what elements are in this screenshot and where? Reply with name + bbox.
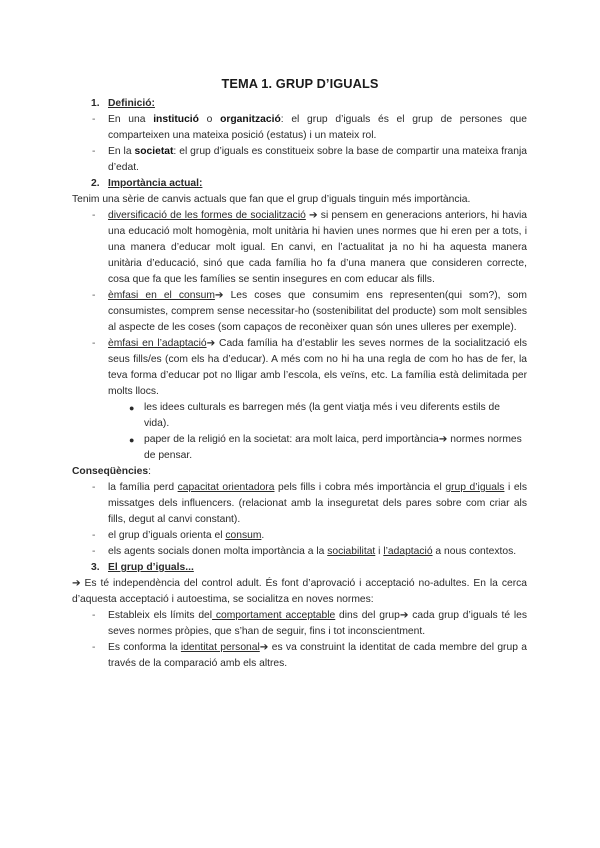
dash-marker: -	[92, 146, 96, 157]
list-item: - èmfasi en el consum➔ Les coses que consumim ens representen(qui som?), som consumistes, comprem sense necessitar-ho (sostenibilitat del producte) som molt sensibles al aspecte de les coses (som capaços de reconèixer quan són unes ulleres per exemple).	[92, 290, 527, 333]
section-label: El grup d’iguals...	[108, 562, 194, 573]
document-body	[72, 96, 527, 672]
dash-marker: -	[92, 210, 96, 221]
dash-marker: -	[92, 546, 96, 557]
section-heading-definicio	[72, 96, 527, 112]
list-item: - el grup d’iguals orienta el consum.	[72, 528, 527, 544]
list-item: - Es conforma la identitat personal➔ es va construint la identitat de cada membre del grup a través de la comparació amb els altres.	[92, 642, 527, 669]
list-item: - la família perd capacitat orientadora pels fills i cobra més importància el grup d’iguals i els missatges dels influencers. (relacionat amb la inseguretat dels pares sobre com criar als fills, degut al canvi constant).	[92, 482, 527, 525]
page-title: TEMA 1. GRUP D’IGUALS	[221, 76, 379, 91]
dash-marker: -	[92, 338, 96, 349]
section-heading-importancia	[72, 176, 527, 192]
list-item: - Estableix els límits del comportament acceptable dins del grup➔ cada grup d’iguals té les seves normes pròpies, que s’han de seguir, fins i tot inconscientment.	[92, 610, 527, 637]
bullet-marker: ●	[129, 435, 135, 445]
section-label: Definició:	[108, 98, 155, 109]
section-intro: ➔ Es té independència del control adult. És font d’aprovació i acceptació no-adultes. En la cerca d’aquesta acceptació i autoestima, se socialitza en noves normes:	[72, 578, 527, 605]
dash-marker: -	[92, 482, 96, 493]
list-item: - En una institució o organització: el grup d’iguals és el grup de persones que comparteixen una mateixa posició (estatus) i un mateix rol.	[92, 114, 527, 141]
bullet-item: ● paper de la religió en la societat: ara molt laica, perd importància➔ normes normes de pensar.	[129, 434, 522, 461]
dash-marker: -	[92, 114, 96, 125]
list-item: - els agents socials donen molta importància a la sociabilitat i l’adaptació a nous contextos.	[72, 544, 527, 560]
bullet-marker: ●	[129, 403, 135, 413]
section-number: 3.	[91, 562, 100, 573]
consequences-heading: Conseqüències:	[72, 466, 151, 477]
section-intro: Tenim una sèrie de canvis actuals que fan que el grup d’iguals tinguin més importància.	[72, 194, 471, 205]
section-number: 2.	[91, 178, 100, 189]
dash-marker: -	[92, 530, 96, 541]
section-heading-grup	[72, 560, 527, 576]
dash-marker: -	[92, 290, 96, 301]
section-number: 1.	[91, 98, 100, 109]
list-item: - èmfasi en l’adaptació➔ Cada família ha d’establir les seves normes de la socialització els seus fills/es (com els ha d’educar). A més com no hi ha una regla de com ho has de fer, la teva forma d’educar pot no lligar amb l’escola, els veïns, etc. La família està delimitada per molts llocs.	[92, 338, 527, 397]
dash-marker: -	[92, 642, 96, 653]
list-item: - En la societat: el grup d’iguals es constitueix sobre la base de compartir una mateixa franja d’edat.	[92, 146, 527, 173]
section-label: Importància actual:	[108, 178, 203, 189]
list-item: - diversificació de les formes de socialització ➔ si pensem en generacions anteriors, hi havia una educació molt homogènia, molt unitària hi havien unes normes que hi eren per a tots, i una manera d’educar molt igual. En canvi, en l’actualitat ja no hi ha aquesta manera unitària d’educació, sinó que cada família ho fa d’una manera que consideren correcte, cosa que fa que les famílies se sentin insegures en com educar als fills.	[92, 210, 527, 285]
dash-marker: -	[92, 610, 96, 621]
bullet-item: ● les idees culturals es barregen més (la gent viatja més i veu diferents estils de vida).	[129, 402, 500, 429]
